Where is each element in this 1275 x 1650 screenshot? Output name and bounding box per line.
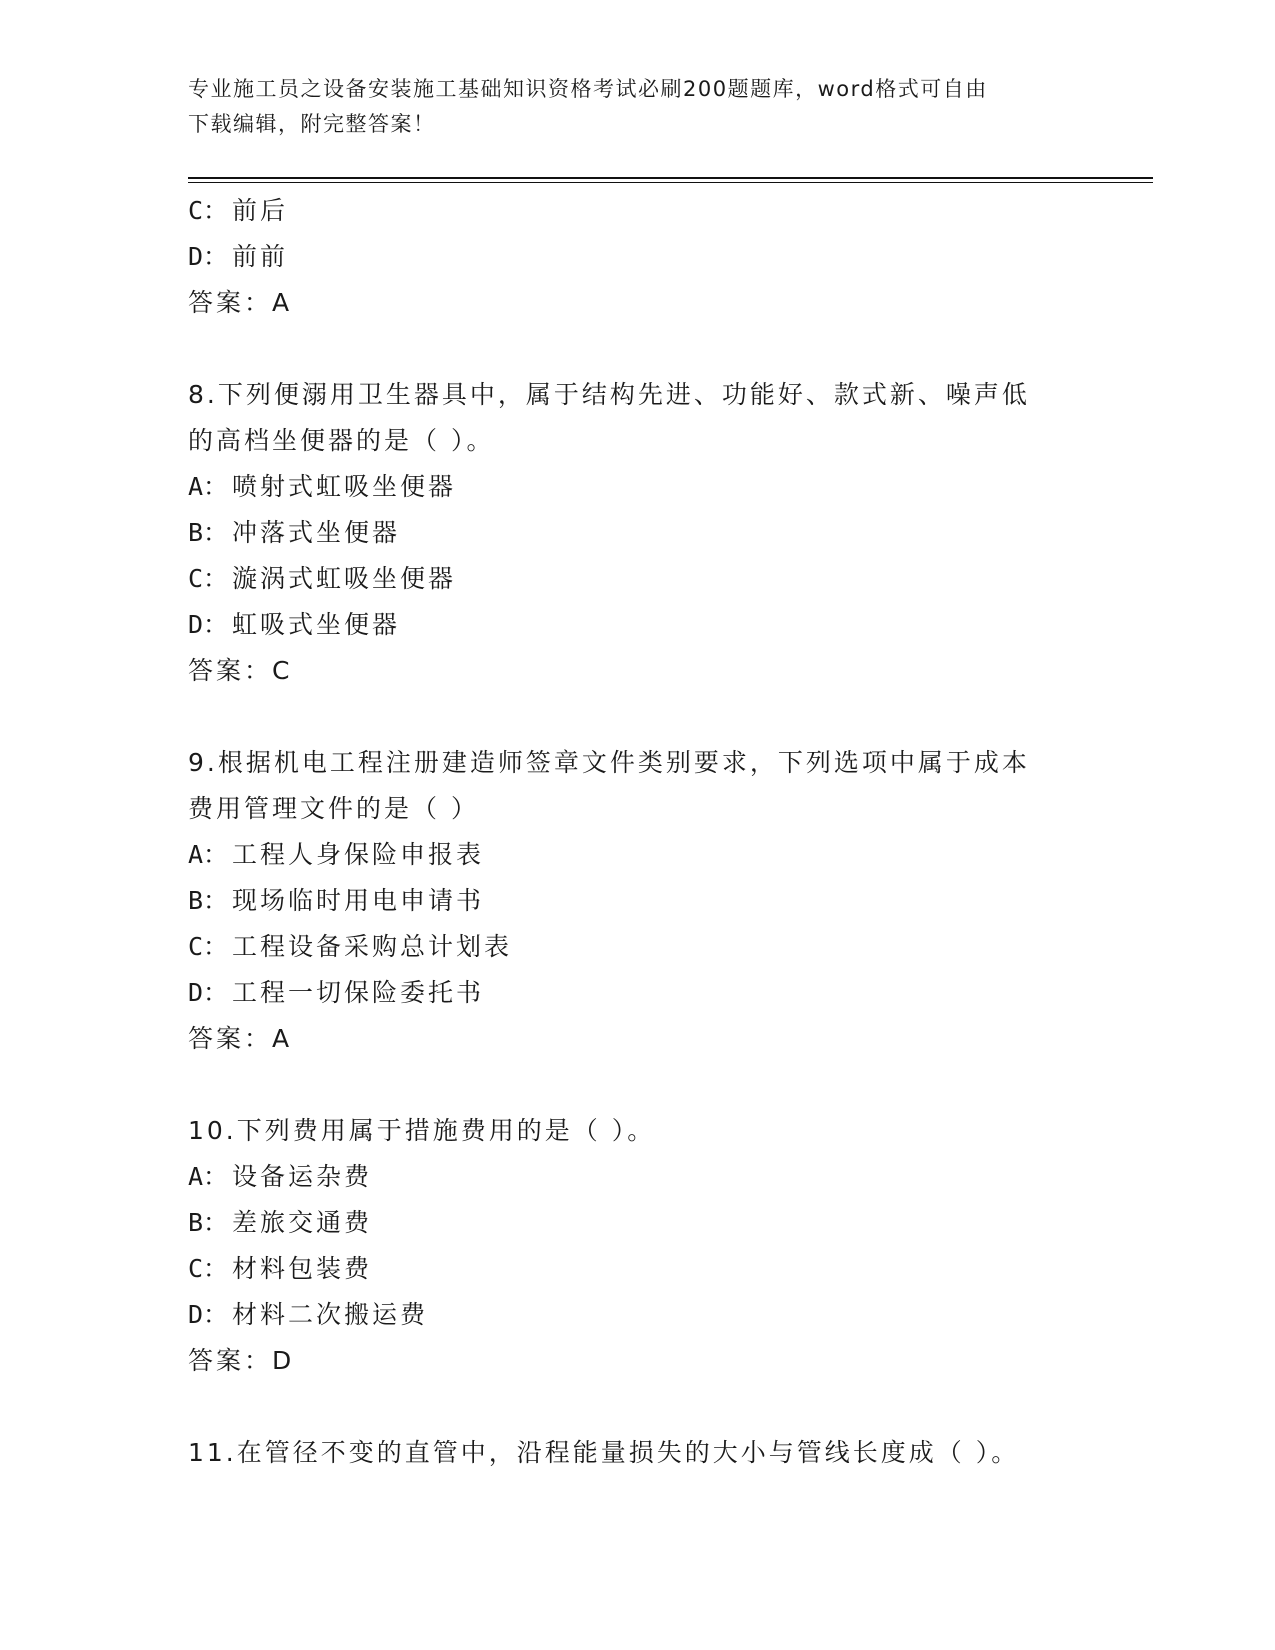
partial-question [188,188,1088,326]
option-key: B： [188,518,229,547]
question-9 [188,740,1088,1062]
question-stem: 9.根据机电工程注册建造师签章文件类别要求，下列选项中属于成本 [188,748,1030,777]
option-a [188,832,1088,878]
option-key: D： [188,610,229,639]
option-c [188,924,1088,970]
option-c [188,556,1088,602]
option-text: 喷射式虹吸坐便器 [232,472,457,501]
question-10 [188,1108,1088,1384]
option-key: A： [188,840,229,869]
option-text: 工程人身保险申报表 [232,840,485,869]
option-text: 虹吸式坐便器 [232,610,401,639]
option-d [188,970,1088,1016]
question-11 [188,1430,1088,1476]
option-a [188,464,1088,510]
option-key: C： [188,564,229,593]
option-b [188,1200,1088,1246]
option-text: 工程设备采购总计划表 [232,932,513,961]
question-stem: 10.下列费用属于措施费用的是（ ）。 [188,1116,656,1145]
option-text: 冲落式坐便器 [232,518,401,547]
option-key: D： [188,242,229,271]
option-text: 差旅交通费 [232,1208,373,1237]
document-header [188,72,1068,142]
option-text: 现场临时用电申请书 [232,886,485,915]
option-a [188,1154,1088,1200]
option-b [188,510,1088,556]
question-list [188,188,1088,1476]
answer-line: 答案：A [188,1024,293,1053]
option-key: B： [188,886,229,915]
option-text: 材料包装费 [232,1254,373,1283]
option-key: C： [188,196,229,225]
answer-line: 答案：C [188,656,293,685]
option-key: C： [188,932,229,961]
question-stem: 费用管理文件的是（ ） [188,794,479,823]
question-stem: 8.下列便溺用卫生器具中，属于结构先进、功能好、款式新、噪声低 [188,380,1030,409]
option-d [188,1292,1088,1338]
option-key: D： [188,1300,229,1329]
question-stem: 11.在管径不变的直管中，沿程能量损失的大小与管线长度成（ ）。 [188,1438,1020,1467]
question-stem: 的高档坐便器的是（ ）。 [188,426,495,455]
option-text: 设备运杂费 [232,1162,373,1191]
option-text: 漩涡式虹吸坐便器 [232,564,457,593]
header-line-2: 下载编辑，附完整答案！ [188,112,436,136]
option-text: 前前 [232,242,289,271]
header-line-1: 专业施工员之设备安装施工基础知识资格考试必刷200题题库，word格式可自由 [188,77,988,101]
option-key: A： [188,472,229,501]
option-d [188,234,1088,280]
header-divider-thin [188,182,1153,183]
header-divider-thick [188,177,1153,179]
option-d [188,602,1088,648]
option-c [188,188,1088,234]
option-b [188,878,1088,924]
option-text: 工程一切保险委托书 [232,978,485,1007]
question-8 [188,372,1088,694]
option-c [188,1246,1088,1292]
answer-line: 答案：A [188,288,293,317]
option-key: C： [188,1254,229,1283]
option-key: D： [188,978,229,1007]
option-key: B： [188,1208,229,1237]
option-key: A： [188,1162,229,1191]
option-text: 前后 [232,196,289,225]
option-text: 材料二次搬运费 [232,1300,429,1329]
answer-line: 答案：D [188,1346,295,1375]
